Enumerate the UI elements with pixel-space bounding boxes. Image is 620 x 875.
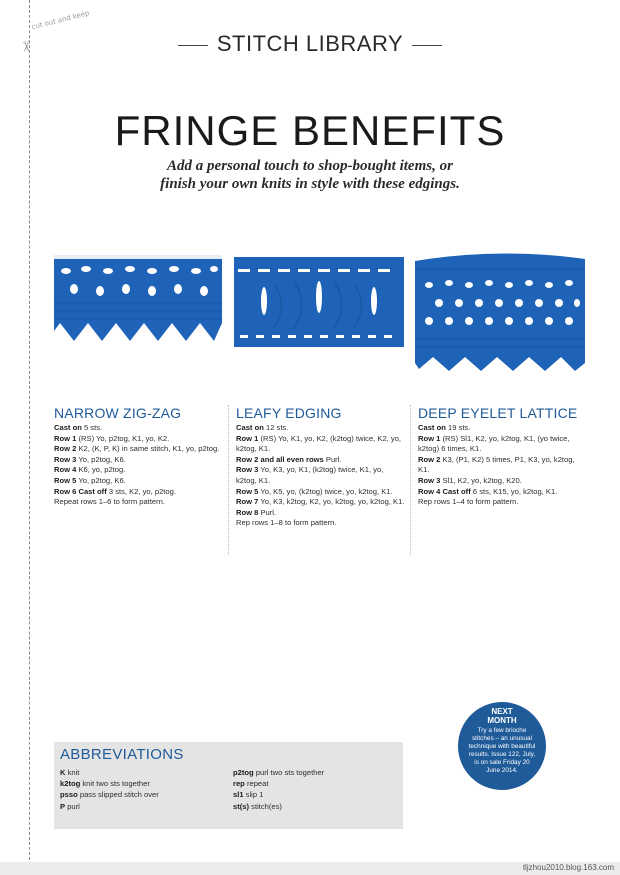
- pattern-line: Rep rows 1–8 to form pattern.: [236, 518, 337, 528]
- section-rule-right: [412, 45, 442, 46]
- page-title: FRINGE BENEFITS: [114, 107, 506, 154]
- pattern-leafy-edging: [236, 405, 406, 529]
- pattern-line: Cast on 19 sts.: [418, 423, 471, 432]
- standfirst-line-1: Add a personal touch to shop-bought items, or: [167, 158, 453, 174]
- pattern-line: Row 2 K3, (P1, K2) 5 times, P1, K3, yo, k2tog, K1.: [418, 454, 575, 475]
- abbreviation-item: st(s) stitch(es): [233, 801, 282, 811]
- pattern-line: Row 3 Yo, K3, yo, K1, (k2tog) twice, K1, yo, k2tog, K1.: [236, 465, 384, 485]
- pattern-line: Row 1 (RS) Yo, p2tog, K1, yo, K2.: [54, 433, 170, 443]
- cut-out-note: cut out and keep: [30, 9, 91, 32]
- pattern-title: DEEP EYELET LATTICE: [418, 405, 578, 421]
- pattern-deep-eyelet-lattice: [418, 405, 588, 508]
- abbreviation-item: K knit: [60, 768, 80, 777]
- abbreviation-item: p2tog purl two sts together: [233, 768, 325, 777]
- abbreviation-item: psso pass slipped stitch over: [60, 790, 159, 800]
- pattern-narrow-zig-zag: [54, 405, 224, 508]
- pattern-line: Row 5 Yo, K5, yo, (k2tog) twice, yo, k2tog, K1.: [236, 486, 393, 496]
- abbreviations-list-left: [60, 767, 159, 812]
- swatch-deep-eyelet-lattice: [415, 245, 585, 375]
- abbreviations-panel: [54, 742, 403, 829]
- pattern-line: Row 1 (RS) Sl1, K2, yo, k2tog, K1, (yo twice, k2tog) 6 times, K1.: [418, 433, 570, 454]
- pattern-line: Row 4 Cast off 6 sts, K15, yo, k2tog, K1.: [418, 486, 558, 496]
- pattern-line: Row 5 Yo, p2tog, K6.: [54, 475, 126, 485]
- pattern-line: Rep rows 1–4 to form pattern.: [418, 497, 519, 507]
- pattern-line: Row 8 Purl.: [236, 507, 277, 517]
- abbreviation-item: sl1 slip 1: [233, 790, 264, 800]
- abbreviation-item: rep repeat: [233, 779, 269, 789]
- column-divider: [228, 405, 229, 555]
- pattern-line: Row 2 K2, (K, P, K) in same stitch, K1, yo, p2tog.: [54, 444, 220, 454]
- pattern-line: Cast on 12 sts.: [236, 423, 289, 432]
- next-month-body: Try a few brioche stitches – an unusual technique with beautiful results. Issue 122, July, is on sale Friday 20 June 2014.: [468, 727, 536, 774]
- pattern-title: NARROW ZIG-ZAG: [54, 405, 182, 421]
- swatch-leafy-edging: [234, 245, 404, 375]
- pattern-line: Row 3 Sl1, K2, yo, k2tog, K20.: [418, 475, 522, 485]
- scissors-icon: ✂: [18, 40, 35, 53]
- pattern-line: Repeat rows 1–6 to form pattern.: [54, 497, 166, 507]
- next-month-title-2: MONTH: [487, 715, 517, 725]
- next-month-title-1: NEXT: [491, 707, 513, 716]
- pattern-line: Row 3 Yo, p2tog, K6.: [54, 454, 126, 464]
- standfirst: [100, 157, 520, 193]
- swatch-narrow-zig-zag: [54, 245, 222, 375]
- abbreviation-item: P purl: [60, 801, 80, 811]
- section-title: STITCH LIBRARY: [216, 31, 404, 56]
- pattern-title: LEAFY EDGING: [236, 405, 342, 421]
- pattern-line: Row 4 K6, yo, p2tog.: [54, 465, 126, 475]
- abbreviation-item: k2tog knit two sts together: [60, 779, 150, 789]
- footer-credit: tljzhou2010.blog.163.com: [522, 863, 614, 872]
- next-month-badge: [458, 702, 546, 790]
- pattern-line: Row 7 Yo, K3, k2tog, K2, yo, k2tog, yo, k2tog, K1.: [236, 497, 405, 507]
- column-divider: [410, 405, 411, 555]
- abbreviations-list-right: [233, 767, 324, 812]
- abbreviations-title: ABBREVIATIONS: [60, 746, 184, 763]
- pattern-line: Row 1 (RS) Yo, K1, yo, K2, (k2tog) twice, K2, yo, k2tog, K1.: [236, 433, 402, 454]
- pattern-line: Row 6 Cast off 3 sts, K2, yo, p2tog.: [54, 486, 176, 496]
- pattern-line: Row 2 and all even rows Purl.: [236, 454, 342, 464]
- pattern-line: Cast on 5 sts.: [54, 423, 103, 432]
- standfirst-line-2: finish your own knits in style with these edgings.: [160, 176, 460, 192]
